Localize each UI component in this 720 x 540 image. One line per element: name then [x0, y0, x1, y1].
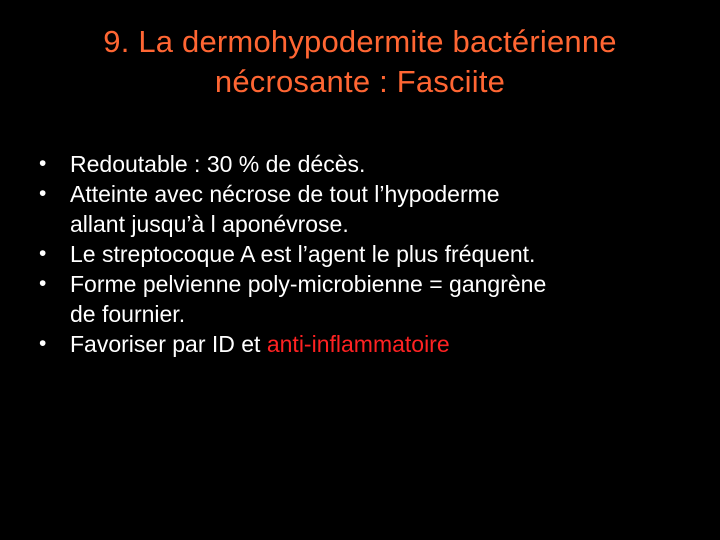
bullet-marker: •	[39, 182, 47, 205]
bullet-marker: •	[39, 152, 47, 175]
bullet-item-3	[36, 239, 696, 269]
bullet-marker: •	[39, 272, 47, 295]
slide-title	[36, 22, 684, 102]
bullet-text: Redoutable : 30 % de décès.	[70, 151, 366, 177]
bullet-marker: •	[39, 332, 47, 355]
bullet-item-4	[36, 269, 696, 329]
slide-title-line-2: nécrosante : Fasciite	[214, 64, 506, 99]
bullet-text-continuation: allant jusqu’à l aponévrose.	[70, 211, 349, 237]
bullet-text: Atteinte avec nécrose de tout l’hypoderme	[70, 181, 500, 207]
bullet-marker: •	[39, 242, 47, 265]
bullet-text: Forme pelvienne poly-microbienne = gangrène	[70, 271, 547, 297]
bullet-item-5	[36, 329, 696, 359]
bullet-text: Le streptocoque A est l’agent le plus fréquent.	[70, 241, 536, 267]
bullet-text: Favoriser par ID et	[70, 331, 267, 357]
bullet-item-1	[36, 149, 696, 179]
highlighted-text: anti-inflammatoire	[266, 331, 450, 357]
bullet-list	[36, 149, 696, 359]
slide-title-line-1: 9. La dermohypodermite bactérienne	[103, 24, 617, 59]
bullet-item-2	[36, 179, 696, 239]
bullet-text-continuation: de fournier.	[70, 301, 186, 327]
